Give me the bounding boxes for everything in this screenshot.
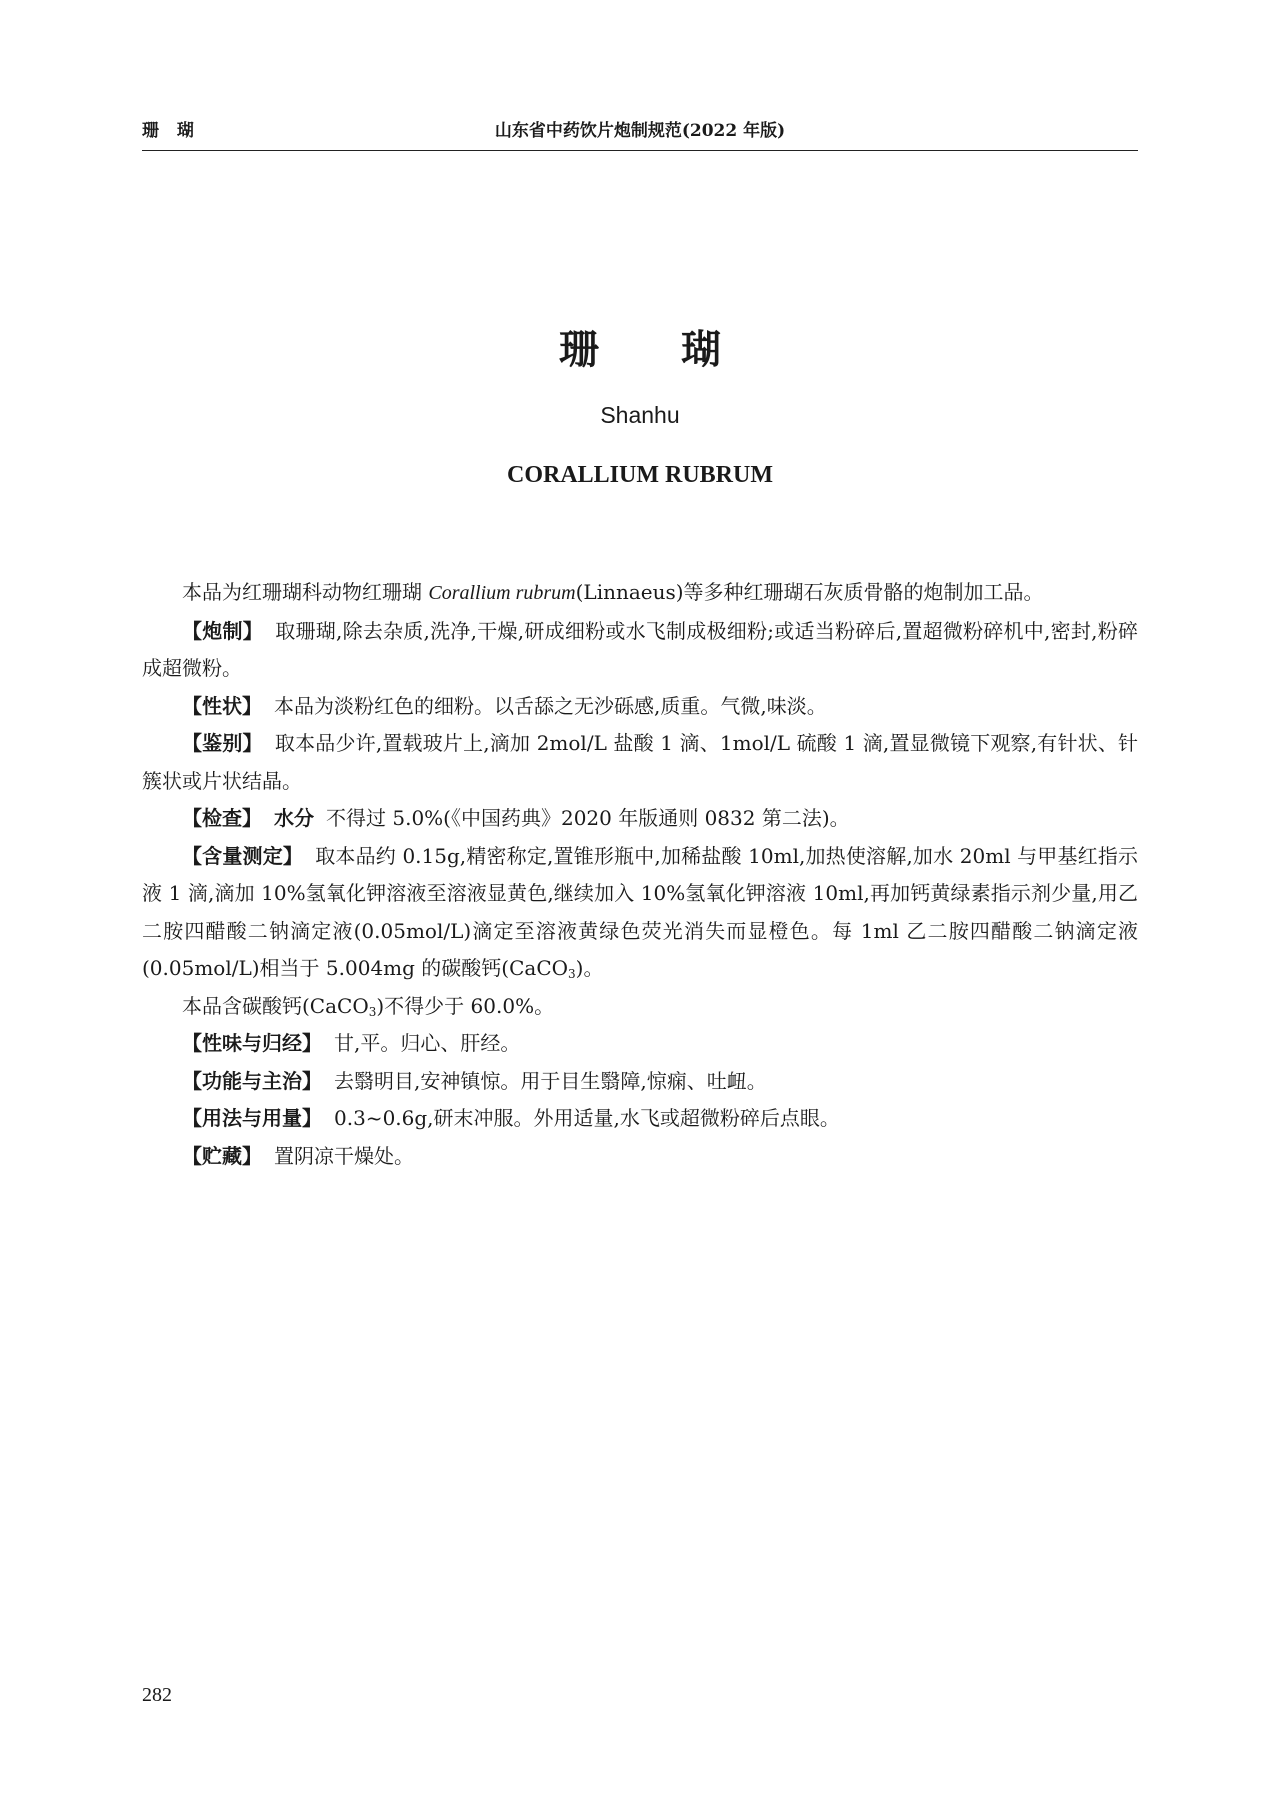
section-text-end: )。 <box>575 956 604 980</box>
header-left-title: 珊 瑚 <box>142 121 200 141</box>
section-label: 【鉴别】 <box>182 731 263 755</box>
page-number: 282 <box>142 1684 172 1706</box>
section-text: 取珊瑚,除去杂质,洗净,干燥,研成细粉或水飞制成极细粉;或适当粉碎后,置超微粉碎机中,密封,粉碎成超微粉。 <box>142 618 1138 680</box>
subscript-3: 3 <box>568 967 576 981</box>
section-yongfa <box>142 1100 1138 1138</box>
section-text: 去翳明目,安神镇惊。用于目生翳障,惊痫、吐衄。 <box>334 1068 767 1093</box>
section-text: 取本品少许,置载玻片上,滴加 2mol/L 盐酸 1 滴、1mol/L 硫酸 1 滴,置显微镜下观察,有针状、针簇状或片状结晶。 <box>142 731 1138 793</box>
section-zhucang <box>142 1138 1138 1176</box>
section-text: 0.3~0.6g,研末冲服。外用适量,水飞或超微粉碎后点眼。 <box>334 1106 840 1130</box>
header-book-title: 山东省中药饮片炮制规范(2022 年版) <box>494 121 786 141</box>
section-paozhi <box>142 613 1138 688</box>
section-jianbie <box>142 725 1138 800</box>
section-label: 【贮藏】 <box>182 1143 262 1168</box>
section-gongneng <box>142 1063 1138 1101</box>
running-header <box>142 112 1138 151</box>
pinyin-name: Shanhu <box>600 402 680 428</box>
limit-text-before: 本品含碳酸钙(CaCO <box>182 993 369 1018</box>
subscript-3: 3 <box>368 1004 377 1019</box>
section-hanliang <box>142 838 1138 988</box>
section-label: 【检查】 <box>182 806 262 830</box>
section-label: 【性状】 <box>182 693 262 718</box>
section-label: 【含量测定】 <box>182 843 304 868</box>
section-label: 【功能与主治】 <box>182 1068 322 1093</box>
page-title: 珊 瑚 <box>559 327 755 373</box>
content-limit-paragraph <box>142 988 1138 1026</box>
section-xingwei <box>142 1025 1138 1063</box>
limit-text-after: )不得少于 60.0%。 <box>376 993 555 1018</box>
section-label: 【炮制】 <box>182 618 263 643</box>
subsection-label: 水分 <box>274 806 314 830</box>
intro-text-before: 本品为红珊瑚科动物红珊瑚 <box>182 580 429 604</box>
section-text: 甘,平。归心、肝经。 <box>334 1031 521 1055</box>
section-label: 【性味与归经】 <box>182 1031 322 1055</box>
section-jiancha <box>142 800 1138 838</box>
section-text: 取本品约 0.15g,精密称定,置锥形瓶中,加稀盐酸 10ml,加热使溶解,加水 20ml 与甲基红指示液 1 滴,滴加 10%氢氧化钾溶液至溶液显黄色,继续加入 10%氢氧化钾溶液 10ml,再加钙黄绿素指示剂少量,用乙二胺四醋酸二钠滴定液(0.05mol/L)滴定至溶液黄绿色荧光消失而显橙色。每 1ml 乙二胺四醋酸二钠滴定液(0.05mol/L)相当于 5.004mg 的碳酸钙(CaCO <box>142 843 1139 980</box>
section-xingzhuang <box>142 688 1138 726</box>
section-label: 【用法与用量】 <box>182 1106 322 1130</box>
intro-text-after: (Linnaeus)等多种红珊瑚石灰质骨骼的炮制加工品。 <box>575 580 1044 604</box>
intro-paragraph <box>142 574 1138 613</box>
section-text: 不得过 5.0%(《中国药典》2020 年版通则 0832 第二法)。 <box>326 806 850 830</box>
latin-name: CORALLIUM RUBRUM <box>507 462 773 488</box>
section-text: 本品为淡粉红色的细粉。以舌舔之无沙砾感,质重。气微,味淡。 <box>274 693 827 718</box>
monograph-body <box>142 574 1138 1175</box>
species-name: Corallium rubrum <box>428 582 576 604</box>
section-text: 置阴凉干燥处。 <box>274 1143 414 1168</box>
